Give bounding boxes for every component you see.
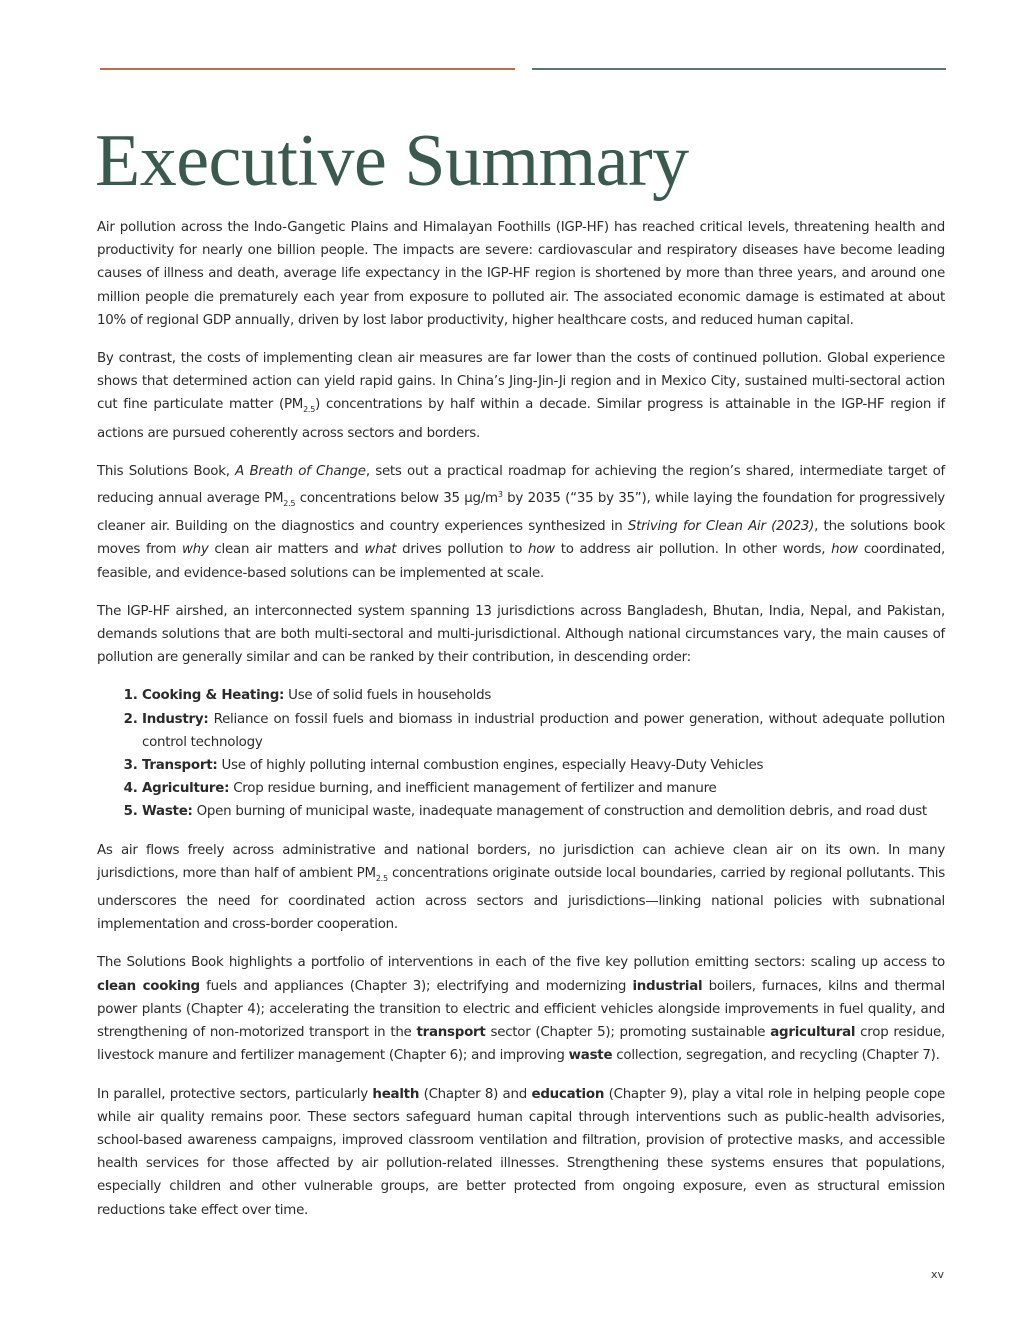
text: sector (Chapter 5); promoting sustainable [485,1025,771,1041]
text: concentrations below 35 µg/m [295,491,498,507]
page-title: Executive Summary [95,120,689,202]
text: , the solutions book moves from [97,519,945,558]
closing-paragraphs [97,839,945,1222]
list-item [142,800,945,823]
italic-text: how [831,542,858,558]
list-item-text: Reliance on fossil fuels and biomass in industrial production and power generation, without adequate pollution control technology [142,711,945,750]
text: to address air pollution. In other words, [554,542,832,558]
page-number: xv [930,1268,944,1281]
list-item-label: Transport: [142,758,218,774]
text: ) concentrations by half within a decade. Similar progress is attainable in the IGP-HF region if actions are pursued coherently across sectors and borders. [97,397,946,441]
paragraph [97,839,945,937]
paragraph [97,460,945,585]
text: drives pollution to [396,542,528,558]
list-item-text: Use of highly polluting internal combustion engines, especially Heavy-Duty Vehicles [217,758,764,774]
text: by 2035 (“35 by 35”), while laying the foundation for progressively cleaner air. Building on the diagnostics and country experiences synthesized in [97,491,945,535]
paragraph [97,216,945,332]
text: (Chapter 9), play a vital role in helping people cope while air quality remains poor. These sectors safeguard human capital through interventions such as public-health advisories, school-based awareness campaigns, improved classroom ventilation and filtration, provision of protective masks, and accessible health services for those affected by air pollution-related illnesses. Strengthening these systems ensures that populations, especially children and other vulnerable groups, are better protected from ongoing exposure, even as structural emission reductions take effect over time. [97,1086,945,1218]
list-item-text: Use of solid fuels in households [284,688,492,704]
bold-text: health [372,1086,420,1102]
text: (Chapter 8) and [419,1086,532,1102]
text: fuels and appliances (Chapter 3); electrifying and modernizing [199,978,633,994]
list-item-text: Open burning of municipal waste, inadequate management of construction and demolition debris, and road dust [192,804,927,820]
text: Air pollution across the Indo-Gangetic Plains and Himalayan Foothills (IGP-HF) has reached critical levels, threatening health and productivity for nearly one billion people. The impacts are severe: cardiovascular and respiratory diseases have become leading causes of illness and death, average life expectancy in the IGP-HF region is shortened by more than three years, and around one million people die prematurely each year from exposure to polluted air. The associated economic damage is estimated at about 10% of regional GDP annually, driven by lost labor productivity, higher healthcare costs, and reduced human capital. [97,220,945,328]
header-rule-left [100,68,515,70]
text: In parallel, protective sectors, particularly [97,1086,373,1102]
italic-text: what [364,542,397,558]
text: collection, segregation, and recycling (Chapter 7). [612,1048,940,1064]
text: boilers, furnaces, kilns and thermal power plants (Chapter 4); accelerating the transition to electric and efficient vehicles alongside improvements in fuel quality, and strengthening of non-motorized transport in the [97,978,945,1041]
list-item-label: Waste: [142,804,193,820]
text: The Solutions Book highlights a portfolio of interventions in each of the five key pollution emitting sectors: scaling up access to [97,955,945,971]
text: , sets out a practical roadmap for achieving the region’s shared, intermediate target of reducing annual average PM [97,463,945,507]
list-item [142,777,945,800]
script-text: 2.5 [283,499,296,509]
bold-text: education [531,1086,605,1102]
italic-text: why [181,542,209,558]
list-item-text: Crop residue burning, and inefficient management of fertilizer and manure [229,781,717,797]
paragraph [97,347,945,445]
list-item-label: Agriculture: [142,781,230,797]
text: As air flows freely across administrative and national borders, no jurisdiction can achieve clean air on its own. In many jurisdictions, more than half of ambient PM [97,842,945,881]
list-item [142,754,945,777]
text: This Solutions Book, [97,463,236,479]
paragraph [97,600,945,670]
text: By contrast, the costs of implementing clean air measures are far lower than the costs of continued pollution. Global experience shows that determined action can yield rapid gains. In China’s Jing-Jin-Ji region and in Mexico City, sustained multi-sectoral action cut fine particulate matter (PM [97,351,945,413]
header-rule-right [532,68,946,70]
script-text: 3 [497,490,503,500]
text: concentrations originate outside local boundaries, carried by regional pollutants. This underscores the need for coordinated action across sectors and jurisdictions—linking national policies with subnational implementation and cross-border cooperation. [97,865,946,933]
bold-text: clean cooking [97,978,200,994]
body-content [97,216,945,1237]
list-item-label: Industry: [142,711,209,727]
bold-text: industrial [632,978,703,994]
intro-paragraphs [97,216,945,669]
paragraph [97,951,945,1067]
italic-text: how [527,542,555,558]
italic-text: Striving for Clean Air (2023) [627,519,815,535]
bold-text: transport [416,1025,486,1041]
italic-text: A Breath of Change [235,463,366,479]
text: clean air matters and [208,542,365,558]
paragraph [97,1083,945,1222]
list-item-label: Cooking & Heating: [142,688,285,704]
list-item [142,684,945,707]
bold-text: agricultural [770,1025,856,1041]
bold-text: waste [568,1048,613,1064]
text: The IGP-HF airshed, an interconnected system spanning 13 jurisdictions across Bangladesh, Bhutan, India, Nepal, and Pakistan, demands solutions that are both multi-sectoral and multi-jurisdictional. Although national circumstances vary, the main causes of pollution are generally similar and can be ranked by their contribution, in descending order: [97,603,945,666]
list-item [142,708,945,754]
text: crop residue, livestock manure and fertilizer management (Chapter 6); and improving [97,1025,945,1064]
pollution-sources-list [97,684,945,823]
script-text: 2.5 [303,405,316,415]
text: coordinated, feasible, and evidence-based solutions can be implemented at scale. [97,542,945,581]
script-text: 2.5 [375,873,388,883]
